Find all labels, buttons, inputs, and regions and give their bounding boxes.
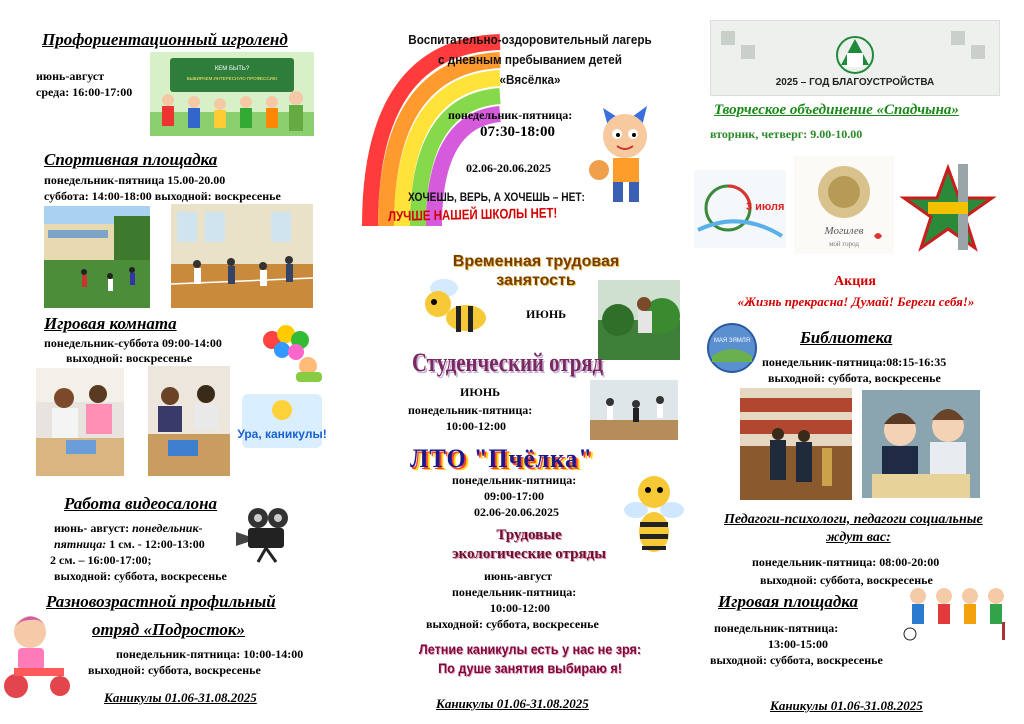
psych-title-2: ждут вас: [826, 530, 891, 545]
gameroom-line2: выходной: воскресенье [66, 351, 193, 365]
lto-time: 09:00-17:00 [484, 489, 544, 503]
lto-dates: 02.06-20.06.2025 [474, 505, 559, 519]
sport-line2: суббота: 14:00-18:00 выходной: воскресенье [44, 189, 281, 203]
exercise-photo [590, 380, 678, 440]
student-time: 10:00-12:00 [446, 419, 506, 433]
playground-days: понедельник-пятница: [714, 621, 839, 635]
july3-text: 3 июля [746, 201, 785, 213]
plants-photo [598, 280, 680, 360]
camp-title-2: с дневным пребыванием детей [438, 52, 622, 67]
student-title: Студенческий отряд [412, 348, 604, 377]
motto-line1: Летние каникулы есть у нас не зря: [418, 641, 642, 657]
balloons-image [258, 324, 328, 384]
bee-image-1 [418, 276, 494, 340]
gameroom-title: Игровая комната [44, 314, 177, 333]
creative-schedule: вторник, четверг: 9.00-10.00 [710, 127, 863, 141]
career-poster-image [150, 52, 314, 136]
slogan-line2: ЛУЧШЕ НАШЕЙ ШКОЛЫ НЕТ! [387, 204, 558, 224]
library-line2: выходной: суббота, воскресенье [768, 371, 941, 385]
eco-title-2: экологические отряды [452, 546, 606, 562]
col2-footer: Каникулы 01.06-31.08.2025 [436, 696, 589, 711]
sport-kids-image [904, 584, 1016, 644]
col1-footer: Каникулы 01.06-31.08.2025 [104, 690, 257, 705]
action-text: «Жизнь прекрасна! Думай! Береги себя!» [737, 294, 975, 309]
video-title: Работа видеосалона [64, 494, 218, 513]
camp-time: 07:30-18:00 [480, 124, 555, 140]
teen-line1: понедельник-пятница: 10:00-14:00 [116, 647, 304, 661]
gameroom-photo1 [36, 368, 124, 476]
eco-time: 10:00-12:00 [490, 601, 550, 615]
library-photo1 [740, 388, 852, 500]
eco-months: июнь-август [484, 569, 553, 583]
col3-footer: Каникулы 01.06-31.08.2025 [770, 698, 923, 713]
slogan-line1: ХОЧЕШЬ, ВЕРЬ, А ХОЧЕШЬ – НЕТ: [408, 190, 585, 204]
library-photo2 [862, 390, 980, 498]
teen-line2: выходной: суббота, воскресенье [88, 663, 261, 677]
year-banner-text: 2025 – ГОД БЛАГОУСТРОЙСТВА [775, 77, 935, 88]
girl-tricycle-image [0, 606, 80, 702]
sport-gym-photo [171, 204, 313, 308]
eco-days: понедельник-пятница: [452, 585, 577, 599]
mogilev-subtext: мой город [829, 240, 859, 248]
sport-title: Спортивная площадка [44, 150, 218, 169]
student-month: ИЮНЬ [460, 385, 501, 399]
temp-title-1: Временная трудовая [452, 253, 620, 270]
video-camera-icon [232, 506, 294, 562]
playground-time: 13:00-15:00 [768, 637, 828, 651]
victory-star-logo [898, 162, 998, 254]
mogilev-text: Могилев [824, 225, 864, 237]
sport-line1: понедельник-пятница 15.00-20.00 [44, 173, 226, 187]
student-days: понедельник-пятница: [408, 403, 533, 417]
video-line1: июнь- август: понедельник- [54, 521, 203, 535]
eco-title-1: Трудовые [496, 527, 562, 543]
year-banner [710, 20, 1000, 96]
temp-month: ИЮНЬ [526, 307, 567, 321]
psych-title-1: Педагоги-психологи, педагоги социальные [724, 512, 983, 527]
hooray-holidays-badge [237, 394, 327, 448]
teen-title-1: Разновозрастной профильный [46, 592, 276, 611]
mogilev-logo [794, 156, 894, 254]
poster-heading: КЕМ БЫТЬ? [214, 66, 250, 72]
library-line1: понедельник-пятница:08:15-16:35 [762, 355, 947, 369]
camp-dates: 02.06-20.06.2025 [466, 161, 551, 175]
july3-logo [694, 170, 786, 248]
video-line4: выходной: суббота, воскресенье [54, 569, 227, 583]
eco-off: выходной: суббота, воскресенье [426, 617, 599, 631]
playland-months: июнь-август [36, 69, 105, 83]
gameroom-photo2 [148, 366, 230, 476]
temp-title-2: занятость [496, 272, 576, 289]
playland-title: Профориентационный игроленд [42, 30, 288, 49]
camp-title-3: «Вясёлка» [499, 72, 561, 87]
camp-days: понедельник-пятница: [448, 108, 573, 122]
playground-off: выходной: суббота, воскресенье [710, 653, 883, 667]
playground-title: Игровая площадка [718, 592, 858, 611]
hooray-text: Ура, каникулы! [237, 427, 327, 441]
my-land-badge [706, 322, 758, 374]
creative-title: Творческое объединение «Спадчына» [714, 102, 959, 118]
lto-title: ЛТО "Пчёлка" [410, 444, 593, 473]
psych-line2: выходной: суббота, воскресенье [760, 573, 933, 587]
lto-days: понедельник-пятница: [452, 473, 577, 487]
motto-line2: По душе занятия выбираю я! [438, 660, 622, 676]
my-land-text: МАЯ ЗЯМЛЯ [713, 338, 751, 344]
camp-title-1: Воспитательно-оздоровительный лагерь [408, 32, 652, 47]
sport-outdoor-photo [44, 206, 150, 308]
playland-schedule: среда: 16:00-17:00 [36, 85, 133, 99]
teen-title-2: отряд «Подросток» [92, 620, 246, 639]
poster-subheading: ВЫБИРАЕМ ИНТЕРЕСНУЮ ПРОФЕССИЮ [186, 76, 278, 81]
library-title: Библиотека [800, 328, 893, 347]
boy-cartoon-image [585, 100, 665, 208]
video-line3: 2 см. – 16:00-17:00; [50, 553, 152, 567]
action-title: Акция [834, 274, 876, 289]
gameroom-line1: понедельник-суббота 09:00-14:00 [44, 336, 222, 350]
video-line2: пятница: 1 см. - 12:00-13:00 [54, 537, 205, 551]
psych-line1: понедельник-пятница: 08:00-20:00 [752, 555, 940, 569]
